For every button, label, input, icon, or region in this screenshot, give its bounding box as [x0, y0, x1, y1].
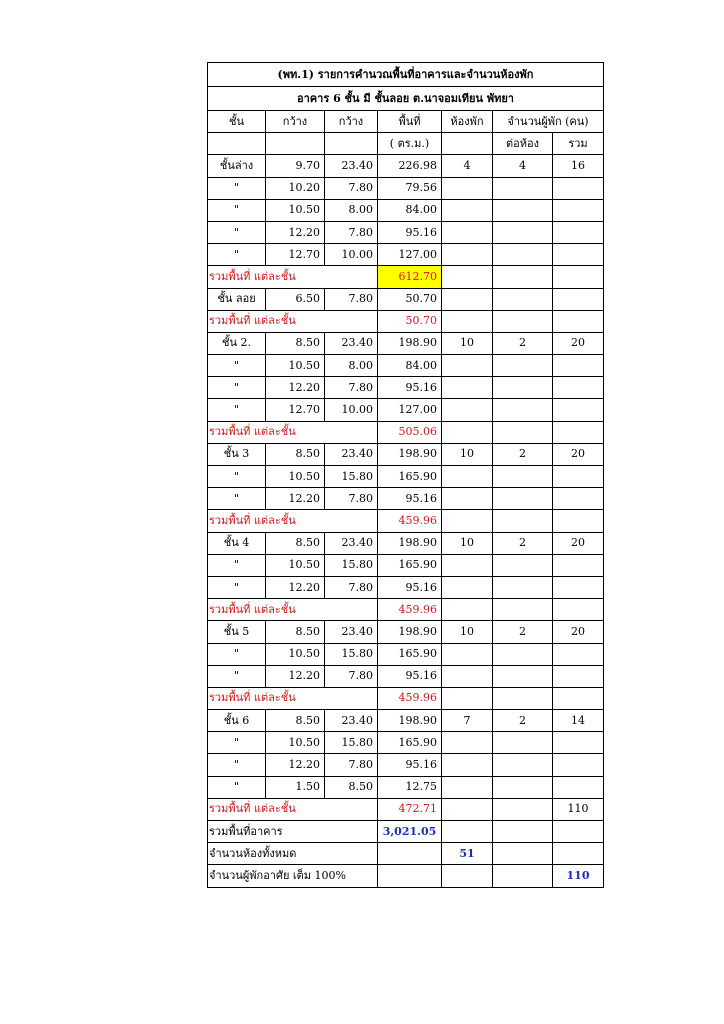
width-1-cell: 8.50 — [266, 532, 325, 554]
floor-cell: " — [208, 754, 266, 776]
table-row — [208, 177, 604, 199]
rooms-cell — [442, 732, 493, 754]
floor-cell: " — [208, 377, 266, 399]
per-room-cell: 2 — [493, 621, 553, 643]
total-occupants-cell — [553, 754, 604, 776]
header-per-room: ต่อห้อง — [493, 133, 553, 155]
floor-cell: " — [208, 177, 266, 199]
rooms-cell — [442, 576, 493, 598]
per-room-cell — [493, 466, 553, 488]
table-row — [208, 488, 604, 510]
subtotal-blank — [442, 510, 493, 532]
per-room-cell — [493, 576, 553, 598]
width-2-cell: 23.40 — [325, 621, 378, 643]
subtotal-area: 459.96 — [378, 687, 442, 709]
area-cell: 95.16 — [378, 488, 442, 510]
area-cell: 84.00 — [378, 199, 442, 221]
width-1-cell: 12.70 — [266, 399, 325, 421]
width-2-cell: 7.80 — [325, 488, 378, 510]
total-occupants-cell — [553, 488, 604, 510]
table-row — [208, 776, 604, 798]
subtotal-area: 459.96 — [378, 599, 442, 621]
table-row — [208, 399, 604, 421]
table-row — [208, 443, 604, 465]
subtotal-row — [208, 599, 604, 621]
per-room-cell — [493, 221, 553, 243]
table-row — [208, 199, 604, 221]
floor-cell: ชั้น ลอย — [208, 288, 266, 310]
floor-cell: " — [208, 776, 266, 798]
table-row — [208, 532, 604, 554]
area-cell: 198.90 — [378, 332, 442, 354]
subtotal-row — [208, 798, 604, 820]
width-1-cell: 12.20 — [266, 576, 325, 598]
width-2-cell: 23.40 — [325, 155, 378, 177]
total-occupants-cell: 20 — [553, 443, 604, 465]
width-1-cell: 1.50 — [266, 776, 325, 798]
width-1-cell: 12.20 — [266, 665, 325, 687]
rooms-cell: 10 — [442, 332, 493, 354]
floor-cell: " — [208, 554, 266, 576]
subtotal-area: 459.96 — [378, 510, 442, 532]
floor-cell: " — [208, 199, 266, 221]
summary-blank — [553, 843, 604, 865]
subtotal-area: 612.70 — [378, 266, 442, 288]
table-row — [208, 621, 604, 643]
area-cell: 95.16 — [378, 576, 442, 598]
total-occupants-cell — [553, 554, 604, 576]
total-rooms-value: 51 — [442, 843, 493, 865]
header-blank — [325, 133, 378, 155]
floor-cell: ชั้น 6 — [208, 710, 266, 732]
subtotal-blank — [442, 421, 493, 443]
subtotal-total: 110 — [553, 798, 604, 820]
header-occupants: จำนวนผู้พัก (คน) — [493, 111, 604, 133]
subtotal-blank — [442, 687, 493, 709]
width-2-cell: 8.50 — [325, 776, 378, 798]
total-occupants-cell — [553, 244, 604, 266]
subtotal-row — [208, 510, 604, 532]
subtotal-area: 472.71 — [378, 798, 442, 820]
total-occupants-cell — [553, 199, 604, 221]
per-room-cell: 2 — [493, 710, 553, 732]
area-calculation-table — [207, 62, 604, 888]
header-blank — [208, 133, 266, 155]
width-2-cell: 7.80 — [325, 177, 378, 199]
area-cell: 165.90 — [378, 554, 442, 576]
total-occupants-cell — [553, 643, 604, 665]
area-cell: 95.16 — [378, 221, 442, 243]
subtotal-row — [208, 421, 604, 443]
rooms-cell — [442, 754, 493, 776]
summary-blank — [325, 821, 378, 843]
total-occupants-cell — [553, 288, 604, 310]
floor-cell: ชั้น 3 — [208, 443, 266, 465]
area-cell: 127.00 — [378, 244, 442, 266]
subtotal-area: 505.06 — [378, 421, 442, 443]
table-row — [208, 244, 604, 266]
rooms-cell: 4 — [442, 155, 493, 177]
subtotal-blank — [325, 310, 378, 332]
width-2-cell: 23.40 — [325, 532, 378, 554]
rooms-cell — [442, 554, 493, 576]
total-occupants-cell — [553, 665, 604, 687]
subtotal-blank — [325, 421, 378, 443]
area-cell: 165.90 — [378, 732, 442, 754]
summary-occupancy-row — [208, 865, 604, 887]
summary-blank — [493, 821, 553, 843]
total-occupants-cell: 14 — [553, 710, 604, 732]
rooms-cell: 7 — [442, 710, 493, 732]
width-1-cell: 8.50 — [266, 443, 325, 465]
floor-cell: " — [208, 576, 266, 598]
area-cell: 79.56 — [378, 177, 442, 199]
per-room-cell — [493, 665, 553, 687]
floor-cell: ชั้นล่าง — [208, 155, 266, 177]
per-room-cell — [493, 732, 553, 754]
width-1-cell: 12.20 — [266, 488, 325, 510]
per-room-cell — [493, 199, 553, 221]
header-area: พื้นที่ — [378, 111, 442, 133]
table-row — [208, 576, 604, 598]
width-2-cell: 10.00 — [325, 399, 378, 421]
floor-cell: " — [208, 643, 266, 665]
subtotal-blank — [442, 310, 493, 332]
area-cell: 84.00 — [378, 355, 442, 377]
width-1-cell: 10.50 — [266, 355, 325, 377]
header-rooms: ห้องพัก — [442, 111, 493, 133]
width-1-cell: 8.50 — [266, 710, 325, 732]
subtotal-blank — [325, 266, 378, 288]
table-row — [208, 665, 604, 687]
subtotal-blank — [493, 510, 553, 532]
area-cell: 12.75 — [378, 776, 442, 798]
area-cell: 198.90 — [378, 443, 442, 465]
subtotal-blank — [442, 599, 493, 621]
floor-cell: " — [208, 488, 266, 510]
per-room-cell: 2 — [493, 332, 553, 354]
width-2-cell: 8.00 — [325, 199, 378, 221]
rooms-cell — [442, 399, 493, 421]
header-total: รวม — [553, 133, 604, 155]
width-1-cell: 6.50 — [266, 288, 325, 310]
total-occupants-cell — [553, 466, 604, 488]
subtotal-label: รวมพื้นที่ แต่ละชั้น — [208, 510, 325, 532]
occupancy-label: จำนวนผู้พักอาศัย เต็ม 100% — [208, 865, 378, 887]
floor-cell: " — [208, 665, 266, 687]
rooms-cell: 10 — [442, 443, 493, 465]
rooms-cell — [442, 377, 493, 399]
area-cell: 226.98 — [378, 155, 442, 177]
width-1-cell: 12.20 — [266, 377, 325, 399]
table-row — [208, 643, 604, 665]
subtotal-blank — [325, 687, 378, 709]
width-2-cell: 7.80 — [325, 377, 378, 399]
table-row — [208, 355, 604, 377]
summary-blank — [325, 843, 378, 865]
width-2-cell: 8.00 — [325, 355, 378, 377]
rooms-cell — [442, 288, 493, 310]
rooms-cell — [442, 643, 493, 665]
width-1-cell: 10.20 — [266, 177, 325, 199]
subtotal-blank — [493, 687, 553, 709]
header-area-unit: ( ตร.ม.) — [378, 133, 442, 155]
table-row — [208, 554, 604, 576]
rooms-cell: 10 — [442, 621, 493, 643]
header-floor: ชั้น — [208, 111, 266, 133]
rooms-cell — [442, 244, 493, 266]
width-2-cell: 7.80 — [325, 576, 378, 598]
subtotal-total — [553, 266, 604, 288]
subtotal-blank — [442, 266, 493, 288]
width-1-cell: 12.20 — [266, 221, 325, 243]
total-occupants-cell — [553, 377, 604, 399]
area-cell: 165.90 — [378, 466, 442, 488]
rooms-cell — [442, 177, 493, 199]
total-occupants-cell — [553, 576, 604, 598]
table-row — [208, 466, 604, 488]
total-occupants-cell — [553, 177, 604, 199]
subtotal-area: 50.70 — [378, 310, 442, 332]
subtotal-blank — [493, 310, 553, 332]
total-occupants-cell — [553, 221, 604, 243]
summary-blank — [553, 821, 604, 843]
floor-cell: " — [208, 732, 266, 754]
width-2-cell: 15.80 — [325, 554, 378, 576]
total-rooms-label: จำนวนห้องทั้งหมด — [208, 843, 325, 865]
width-2-cell: 10.00 — [325, 244, 378, 266]
subtotal-label: รวมพื้นที่ แต่ละชั้น — [208, 266, 325, 288]
table-row — [208, 288, 604, 310]
summary-blank — [493, 843, 553, 865]
header-blank — [442, 133, 493, 155]
summary-blank — [442, 865, 493, 887]
area-cell: 198.90 — [378, 710, 442, 732]
summary-blank — [378, 865, 442, 887]
area-cell: 50.70 — [378, 288, 442, 310]
subtotal-total — [553, 687, 604, 709]
subtotal-blank — [325, 798, 378, 820]
area-cell: 165.90 — [378, 643, 442, 665]
floor-cell: " — [208, 466, 266, 488]
subtotal-blank — [493, 599, 553, 621]
per-room-cell: 2 — [493, 443, 553, 465]
rooms-cell — [442, 776, 493, 798]
per-room-cell — [493, 177, 553, 199]
area-cell: 198.90 — [378, 532, 442, 554]
table-row — [208, 332, 604, 354]
width-2-cell: 15.80 — [325, 732, 378, 754]
total-occupants-cell: 20 — [553, 332, 604, 354]
area-cell: 127.00 — [378, 399, 442, 421]
width-1-cell: 8.50 — [266, 621, 325, 643]
width-2-cell: 23.40 — [325, 710, 378, 732]
table-row — [208, 732, 604, 754]
subtotal-total — [553, 510, 604, 532]
total-occupants-cell: 20 — [553, 621, 604, 643]
subtotal-total — [553, 421, 604, 443]
rooms-cell — [442, 221, 493, 243]
total-occupants-cell — [553, 776, 604, 798]
per-room-cell — [493, 288, 553, 310]
width-1-cell: 10.50 — [266, 732, 325, 754]
per-room-cell — [493, 377, 553, 399]
subtotal-label: รวมพื้นที่ แต่ละชั้น — [208, 687, 325, 709]
area-cell: 95.16 — [378, 754, 442, 776]
sheet-subtitle: อาคาร 6 ชั้น มี ชั้นลอย ต.นาจอมเทียน พัทยา — [208, 87, 604, 111]
subtotal-label: รวมพื้นที่ แต่ละชั้น — [208, 599, 325, 621]
per-room-cell — [493, 754, 553, 776]
per-room-cell — [493, 399, 553, 421]
header-width-2: กว้าง — [325, 111, 378, 133]
table-row — [208, 377, 604, 399]
per-room-cell — [493, 643, 553, 665]
subtotal-row — [208, 266, 604, 288]
summary-blank — [378, 843, 442, 865]
sheet-title: (พท.1) รายการคำนวณพื้นที่อาคารและจำนวนห้องพัก — [208, 63, 604, 87]
table-row — [208, 754, 604, 776]
width-2-cell: 7.80 — [325, 221, 378, 243]
summary-total-area-row — [208, 821, 604, 843]
table-row — [208, 221, 604, 243]
width-2-cell: 23.40 — [325, 332, 378, 354]
width-1-cell: 10.50 — [266, 554, 325, 576]
area-cell: 198.90 — [378, 621, 442, 643]
subtotal-row — [208, 687, 604, 709]
total-area-value: 3,021.05 — [378, 821, 442, 843]
total-area-label: รวมพื้นที่อาคาร — [208, 821, 325, 843]
per-room-cell — [493, 776, 553, 798]
total-occupants-cell: 20 — [553, 532, 604, 554]
subtotal-blank — [325, 510, 378, 532]
summary-blank — [493, 865, 553, 887]
area-cell: 95.16 — [378, 377, 442, 399]
per-room-cell: 4 — [493, 155, 553, 177]
floor-cell: " — [208, 355, 266, 377]
width-1-cell: 12.70 — [266, 244, 325, 266]
rooms-cell — [442, 665, 493, 687]
per-room-cell — [493, 244, 553, 266]
width-2-cell: 7.80 — [325, 288, 378, 310]
total-occupants-cell — [553, 399, 604, 421]
per-room-cell — [493, 488, 553, 510]
per-room-cell — [493, 355, 553, 377]
subtotal-label: รวมพื้นที่ แต่ละชั้น — [208, 798, 325, 820]
table-row — [208, 155, 604, 177]
summary-total-rooms-row — [208, 843, 604, 865]
width-2-cell: 23.40 — [325, 443, 378, 465]
per-room-cell: 2 — [493, 532, 553, 554]
subtotal-blank — [493, 266, 553, 288]
total-occupants-cell — [553, 732, 604, 754]
subtotal-total — [553, 310, 604, 332]
rooms-cell — [442, 355, 493, 377]
width-2-cell: 7.80 — [325, 665, 378, 687]
subtotal-blank — [442, 798, 493, 820]
header-width-1: กว้าง — [266, 111, 325, 133]
subtotal-blank — [325, 599, 378, 621]
width-1-cell: 8.50 — [266, 332, 325, 354]
width-2-cell: 15.80 — [325, 643, 378, 665]
floor-cell: ชั้น 5 — [208, 621, 266, 643]
area-cell: 95.16 — [378, 665, 442, 687]
total-occupants-cell — [553, 355, 604, 377]
rooms-cell — [442, 488, 493, 510]
subtotal-label: รวมพื้นที่ แต่ละชั้น — [208, 421, 325, 443]
rooms-cell — [442, 466, 493, 488]
width-1-cell: 10.50 — [266, 199, 325, 221]
total-occupants-cell: 16 — [553, 155, 604, 177]
width-1-cell: 10.50 — [266, 466, 325, 488]
width-2-cell: 7.80 — [325, 754, 378, 776]
floor-cell: " — [208, 221, 266, 243]
floor-cell: " — [208, 244, 266, 266]
subtotal-row — [208, 310, 604, 332]
width-2-cell: 15.80 — [325, 466, 378, 488]
subtotal-blank — [493, 798, 553, 820]
rooms-cell — [442, 199, 493, 221]
subtotal-total — [553, 599, 604, 621]
floor-cell: " — [208, 399, 266, 421]
table-row — [208, 710, 604, 732]
width-1-cell: 12.20 — [266, 754, 325, 776]
width-1-cell: 9.70 — [266, 155, 325, 177]
occupancy-value: 110 — [553, 865, 604, 887]
per-room-cell — [493, 554, 553, 576]
subtotal-blank — [493, 421, 553, 443]
floor-cell: ชั้น 4 — [208, 532, 266, 554]
width-1-cell: 10.50 — [266, 643, 325, 665]
summary-blank — [442, 821, 493, 843]
subtotal-label: รวมพื้นที่ แต่ละชั้น — [208, 310, 325, 332]
rooms-cell: 10 — [442, 532, 493, 554]
floor-cell: ชั้น 2. — [208, 332, 266, 354]
header-blank — [266, 133, 325, 155]
